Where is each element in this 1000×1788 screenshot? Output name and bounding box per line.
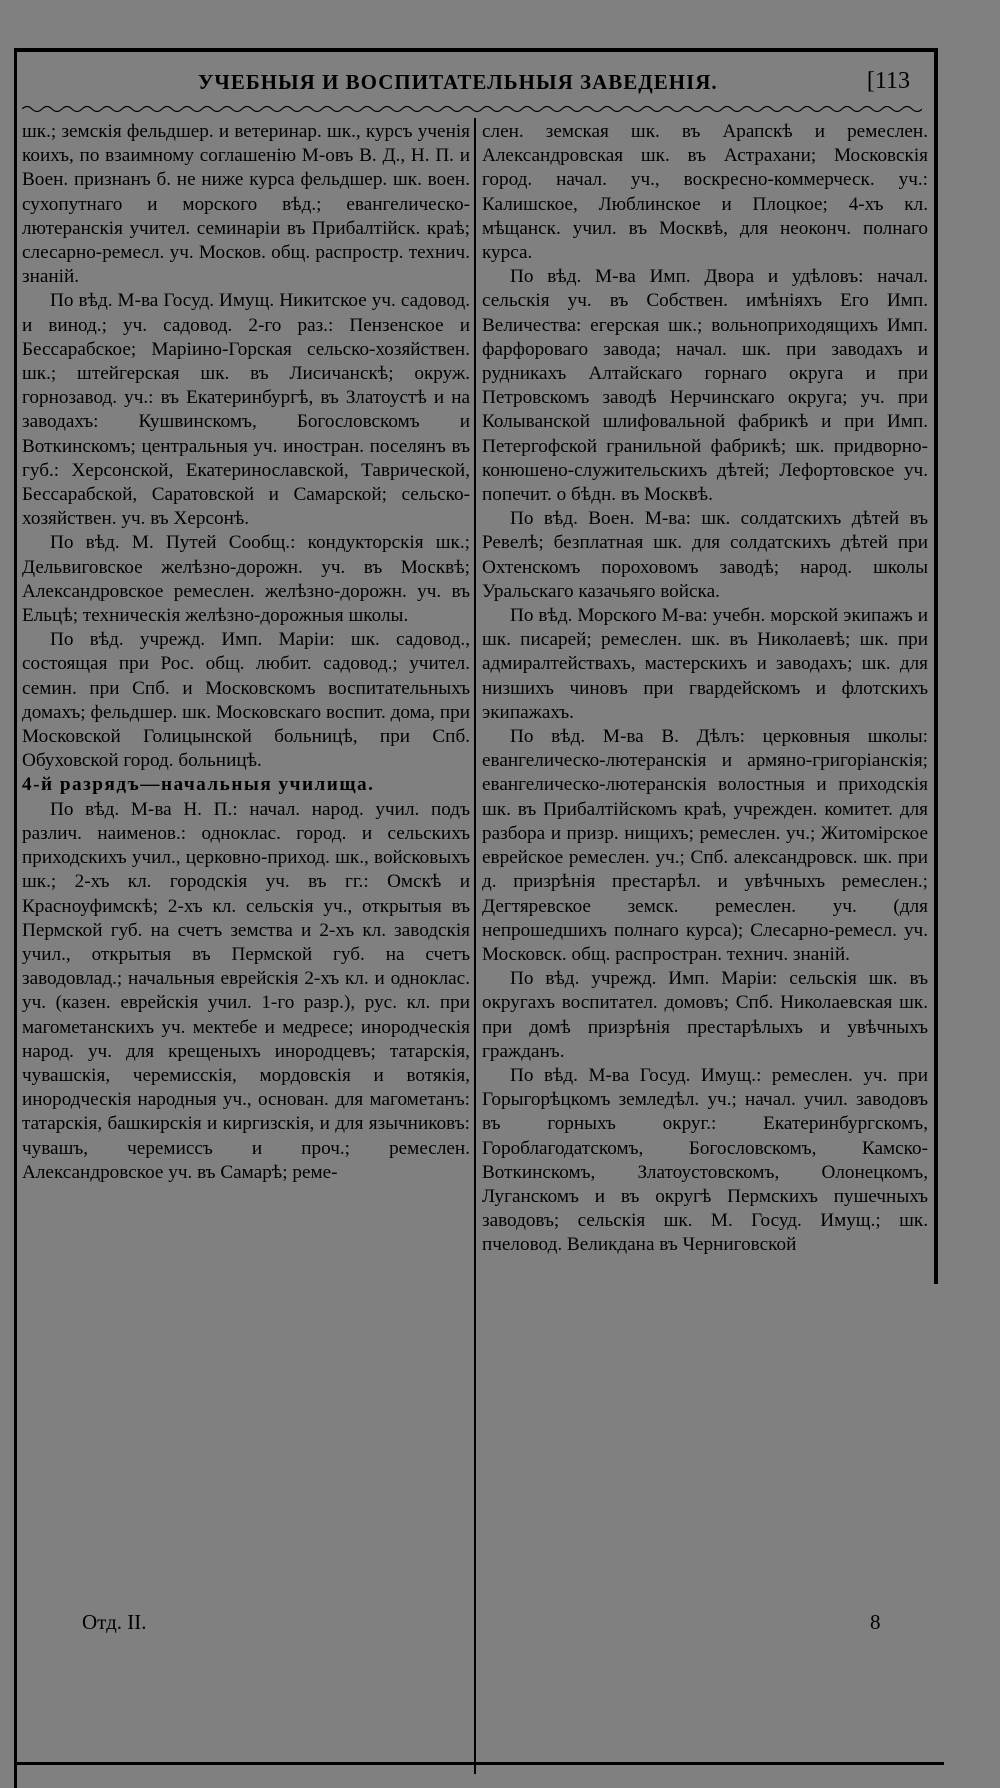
column-divider	[474, 118, 476, 1774]
header-title: УЧЕБНЫЯ И ВОСПИТАТЕЛЬНЫЯ ЗАВЕДЕНІЯ.	[198, 70, 718, 94]
right-paragraph-4: По вѣд. Морского М-ва: учебн. морской экипажъ и шк. писарей; ремеслен. шк. въ Николаевѣ; шк. при адмиралтействахъ, мастерскихъ и заводахъ; шк. для низшихъ чиновъ при гвардейскомъ и флотскихъ экипажахъ.	[482, 605, 928, 723]
right-column	[482, 120, 928, 1745]
footer-section: Отд. II.	[82, 1610, 147, 1634]
left-section-heading: 4-й разрядъ—начальныя училища.	[22, 774, 375, 796]
right-paragraph-1: слен. земская шк. въ Арапскѣ и ремеслен. Александровская шк. въ Астрахани; Московскія город. начал. уч., воскресно-коммерческ. уч.: Калишское, Люблинское и Плоцкое; 4-хъ кл. мѣщанск. учил. въ Москвѣ, для неоконч. полнаго курса.	[482, 121, 928, 264]
right-paragraph-6: По вѣд. учрежд. Имп. Маріи: сельскія шк. въ округахъ воспитател. домовъ; Спб. Николаевская шк. при домѣ призрѣнія престарѣлыхъ и увѣчныхъ гражданъ.	[482, 968, 928, 1062]
running-header	[22, 66, 932, 102]
top-border-rule	[14, 48, 938, 52]
left-column	[22, 120, 470, 1745]
right-paragraph-5: По вѣд. М-ва В. Дѣлъ: церковныя школы: евангелическо-лютеранскія и армяно-григоріанскія; евангелическо-лютеранскія волостныя и приходскія шк. въ Прибалтійскомъ краѣ, учрежден. комитет. для разбора и призр. нищихъ; ремеслен. уч.; Житомірское еврейское ремеслен. уч.; Спб. александровск. шк. при д. призрѣнія престарѣл. и увѣчныхъ ремеслен.; Дегтяревское земск. ремеслен. уч. (для непрошедшихъ полнаго курса); Слесарно-ремесл. уч. Московск. общ. распростран. технич. знаній.	[482, 726, 928, 965]
bottom-rule	[14, 1762, 944, 1765]
left-paragraph-2: По вѣд. М-ва Госуд. Имущ. Никитское уч. садовод. и винод.; уч. садовод. 2-го раз.: Пензенское и Бессарабское; Маріино-Горская сельско-хозяйствен. шк.; штейгерская шк. въ Лисичанскѣ; окруж. горнозавод. уч.: въ Екатеринбургѣ, въ Златоустѣ и на заводахъ: Кушвинскомъ, Богословскомъ и Воткинскомъ; центральныя уч. иностран. поселянъ въ губ.: Херсонской, Екатеринославской, Таврической, Бессарабской, Саратовской и Самарской; сельско-хозяйствен. уч. въ Херсонѣ.	[22, 290, 470, 530]
left-paragraph-1: шк.; земскія фельдшер. и ветеринар. шк., курсъ ученія коихъ, по взаимному соглашенію М-овъ В. Д., Н. П. и Воен. признанъ б. не ниже курса фельдшер. шк. воен. сухопутнаго и морского вѣд.; евангелическо-лютеранскія учител. семинаріи въ Прибалтійск. краѣ; слесарно-ремесл. уч. Москов. общ. распростр. технич. знаній.	[22, 121, 470, 288]
footer-sheet-number: 8	[870, 1610, 881, 1634]
left-paragraph-4: По вѣд. учрежд. Имп. Маріи: шк. садовод., состоящая при Рос. общ. любит. садовод.; учител. семин. при Спб. и Московскомъ воспитательныхъ домахъ; фельдшер. шк. Московскаго воспит. дома, при Московской Голицынской больницѣ, при Спб. Обуховской город. больницѣ.	[22, 629, 470, 772]
right-paragraph-3: По вѣд. Воен. М-ва: шк. солдатскихъ дѣтей въ Ревелѣ; безплатная шк. для солдатскихъ дѣтей при Охтенскомъ пороховомъ заводѣ; народ. школы Уральскаго казачьяго войска.	[482, 508, 928, 602]
left-paragraph-3: По вѣд. М. Путей Сообщ.: кондукторскія шк.; Дельвиговское желѣзно-дорожн. уч. въ Москвѣ; Александровское ремеслен. желѣзно-дорожн. уч. въ Ельцѣ; техническія желѣзно-дорожныя школы.	[22, 532, 470, 627]
right-paragraph-7: По вѣд. М-ва Госуд. Имущ.: ремеслен. уч. при Горыгорѣцкомъ земледѣл. уч.; начал. учил. заводовъ въ горныхъ округ.: Екатеринбургскомъ, Гороблагодатскомъ, Богословскомъ, Камско-Воткинскомъ, Златоустовскомъ, Олонецкомъ, Луганскомъ и въ округѣ Пермскихъ пушечныхъ заводовъ; сельскія шк. М. Госуд. Имущ.; шк. пчеловод. Великдана въ Черниговской	[482, 1064, 928, 1256]
left-border-rule	[14, 48, 17, 1788]
left-paragraph-5: По вѣд. М-ва Н. П.: начал. народ. учил. подъ различ. наименов.: одноклас. город. и сельскихъ приходскихъ учил., церковно-приход. шк., войсковыхъ шк.; 2-хъ кл. городскія уч. въ гг.: Омскѣ и Красноуфимскѣ; 2-хъ кл. сельскія уч., открытыя въ Пермской губ. на счетъ земства и 2-хъ кл. заводскія учил., открытыя въ Пермской губ. на счетъ заводовлад.; начальныя еврейскія 2-хъ кл. и одноклас. уч. (казен. еврейскія учил. 1-го разр.), рус. кл. при магометанскихъ уч. мектебе и медресе; инородческія народ. уч. для крещеныхъ инородцевъ; татарскія, чувашскія, черемисскія, мордовскія и вотякія, инородческія народныя уч., основан. для магометанъ: татарскія, башкирскія и киргизскія, и для язычниковъ: чувашъ, черемиссъ и проч.; ремеслен. Александровское уч. въ Самарѣ; реме-	[22, 798, 470, 1183]
page-number: [113	[866, 68, 910, 94]
right-border-rule	[934, 48, 938, 1284]
right-paragraph-2: По вѣд. М-ва Имп. Двора и удѣловъ: начал. сельскія уч. въ Собствен. имѣніяхъ Его Имп. Величества: егерская шк.; вольноприходящихъ Имп. фарфороваго завода; начал. шк. при заводахъ и рудникахъ Алтайскаго горнаго округа и при Петровскомъ заводѣ Нерчинскаго округа; уч. при Колыванской шлифовальной фабрикѣ и при Имп. Петергофской гранильной фабрикѣ; шк. придворно-конюшено-служительскихъ дѣтей; Лефортовское уч. попечит. о бѣдн. въ Москвѣ.	[482, 266, 928, 506]
decorative-wavy-rule	[22, 104, 922, 114]
